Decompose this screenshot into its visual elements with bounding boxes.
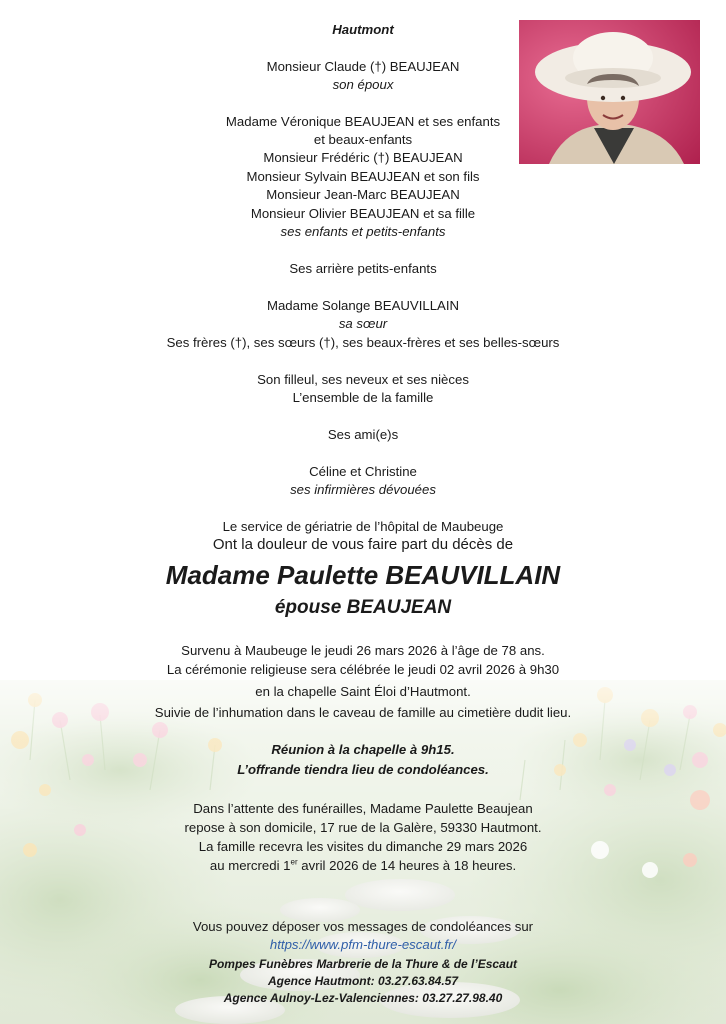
- portrait-woman-white-hat-icon: [519, 20, 700, 164]
- visits-line-4-start: au mercredi 1: [209, 858, 291, 873]
- child-line-3: Monsieur Frédéric (†) BEAUJEAN: [263, 150, 463, 165]
- great-grandchildren: Ses arrière petits-enfants: [289, 261, 437, 276]
- child-line-2: et beaux-enfants: [313, 132, 413, 147]
- town-heading: Hautmont: [332, 22, 394, 37]
- child-line-1: Madame Véronique BEAUJEAN et ses enfants: [225, 114, 501, 129]
- agency-hautmont: Agence Hautmont: 03.27.63.84.57: [267, 974, 459, 988]
- portrait-photo: [519, 20, 700, 164]
- friends-line: Ses ami(e)s: [327, 427, 399, 442]
- meeting-line-2: L’offrande tiendra lieu de condoléances.: [237, 762, 489, 777]
- nurses-role: ses infirmières dévouées: [290, 482, 436, 497]
- sister-name: Madame Solange BEAUVILLAIN: [266, 298, 460, 313]
- siblings-line: Ses frères (†), ses sœurs (†), ses beaux-frères et ses belles-sœurs: [166, 335, 560, 350]
- meeting-line-1: Réunion à la chapelle à 9h15.: [271, 742, 455, 757]
- visits-line-4: [0, 857, 726, 875]
- hospital-line: Le service de gériatrie de l’hôpital de Maubeuge: [222, 519, 504, 534]
- details-line-2: La cérémonie religieuse sera célébrée le jeudi 02 avril 2026 à 9h30: [166, 662, 560, 677]
- condolences-line: Vous pouvez déposer vos messages de condoléances sur: [192, 919, 534, 934]
- husband-role: son époux: [332, 77, 394, 92]
- agency-aulnoy: Agence Aulnoy-Lez-Valenciennes: 03.27.27.98.40: [223, 991, 503, 1005]
- husband-name: Monsieur Claude (†) BEAUJEAN: [266, 59, 460, 74]
- details-line-3: en la chapelle Saint Éloi d’Hautmont.: [255, 684, 471, 699]
- visits-line-2: repose à son domicile, 17 rue de la Galère, 59330 Hautmont.: [184, 820, 542, 835]
- visits-line-4-end: avril 2026 de 14 heures à 18 heures.: [297, 858, 517, 873]
- child-line-5: Monsieur Jean-Marc BEAUJEAN: [266, 187, 460, 202]
- visits-line-1: Dans l’attente des funérailles, Madame Paulette Beaujean: [193, 801, 533, 816]
- sister-role: sa sœur: [338, 316, 388, 331]
- condolences-link[interactable]: https://www.pfm-thure-escaut.fr/: [269, 937, 457, 952]
- godson-line: Son filleul, ses neveux et ses nièces: [257, 372, 469, 387]
- visits-line-3: La famille recevra les visites du dimanche 29 mars 2026: [198, 839, 528, 854]
- deceased-name: Madame Paulette BEAUVILLAIN: [165, 560, 561, 590]
- whole-family-line: L’ensemble de la famille: [292, 390, 434, 405]
- child-line-4: Monsieur Sylvain BEAUJEAN et son fils: [246, 169, 480, 184]
- details-line-1: Survenu à Maubeuge le jeudi 26 mars 2026 à l’âge de 78 ans.: [181, 643, 545, 658]
- married-name: épouse BEAUJEAN: [274, 597, 452, 618]
- details-line-4: Suivie de l’inhumation dans le caveau de famille au cimetière dudit lieu.: [154, 705, 572, 720]
- visits-line-4-superscript: er: [290, 857, 298, 867]
- children-role: ses enfants et petits-enfants: [280, 224, 446, 239]
- company-name: Pompes Funèbres Marbrerie de la Thure & de l’Escaut: [208, 957, 518, 971]
- announcement-intro: Ont la douleur de vous faire part du décès de: [212, 536, 514, 553]
- child-line-6: Monsieur Olivier BEAUJEAN et sa fille: [250, 206, 476, 221]
- nurses-names: Céline et Christine: [309, 464, 417, 479]
